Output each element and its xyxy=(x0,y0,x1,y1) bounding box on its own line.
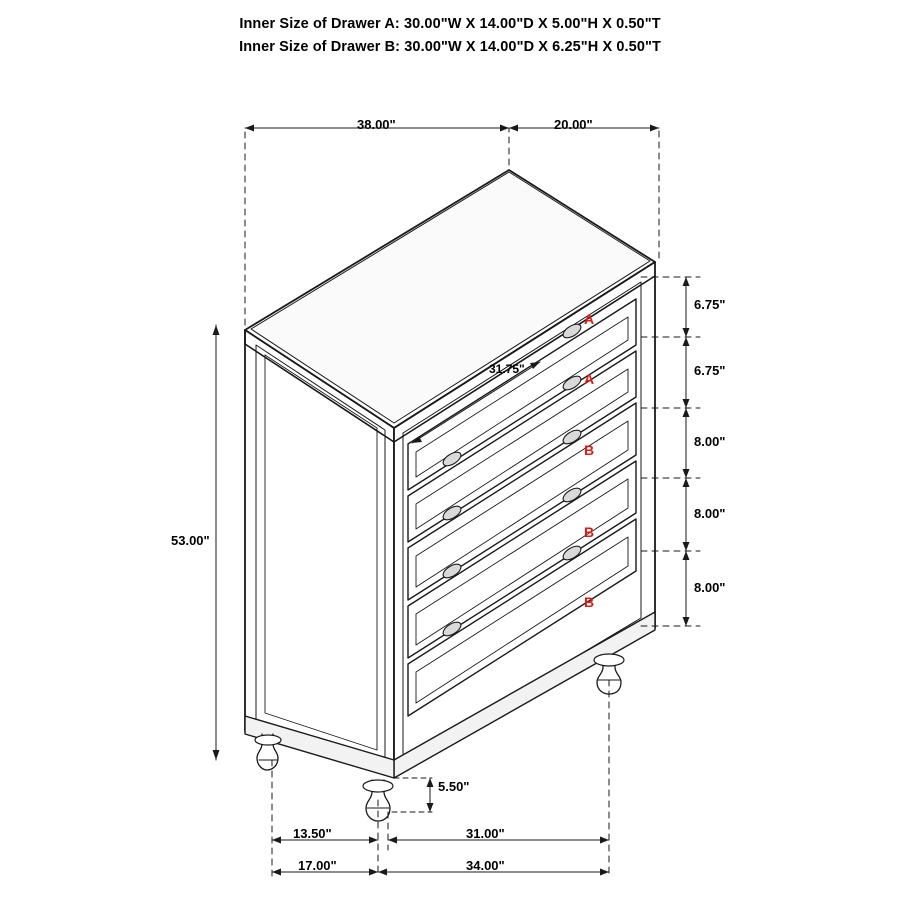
dim-right-4: 8.00" xyxy=(694,506,726,521)
header-line-drawer-a: Inner Size of Drawer A: 30.00"W X 14.00"D X 5.00"H X 0.50"T xyxy=(239,16,661,32)
dim-height-total: 53.00" xyxy=(171,533,210,548)
dim-right-3: 8.00" xyxy=(694,434,726,449)
leg-height-dimension xyxy=(392,778,434,812)
header-line-drawer-b: Inner Size of Drawer B: 30.00"W X 14.00"D X 6.25"H X 0.50"T xyxy=(239,39,661,55)
drawer-mark-2: A xyxy=(584,371,595,387)
drawer-mark-3: B xyxy=(584,442,595,458)
dim-right-2: 6.75" xyxy=(694,363,726,378)
drawer-mark-5: B xyxy=(584,594,595,610)
leg-back-right xyxy=(594,654,624,694)
dim-top-side: 20.00" xyxy=(554,117,593,132)
dim-right-5: 8.00" xyxy=(694,580,726,595)
dim-bottom-side-inner: 13.50" xyxy=(293,826,332,841)
height-dimension-group xyxy=(213,325,220,760)
dim-drawer-face-width: 31.75" xyxy=(489,362,525,376)
dim-right-1: 6.75" xyxy=(694,297,726,312)
drawer-mark-4: B xyxy=(584,524,595,540)
drawer-mark-1: A xyxy=(584,311,595,327)
dim-bottom-side-outer: 17.00" xyxy=(298,858,337,873)
dim-top-front: 38.00" xyxy=(357,117,396,132)
dim-bottom-front-outer: 34.00" xyxy=(466,858,505,873)
dim-bottom-front-inner: 31.00" xyxy=(466,826,505,841)
leg-front-left xyxy=(255,734,281,770)
dim-leg-height: 5.50" xyxy=(438,779,470,794)
